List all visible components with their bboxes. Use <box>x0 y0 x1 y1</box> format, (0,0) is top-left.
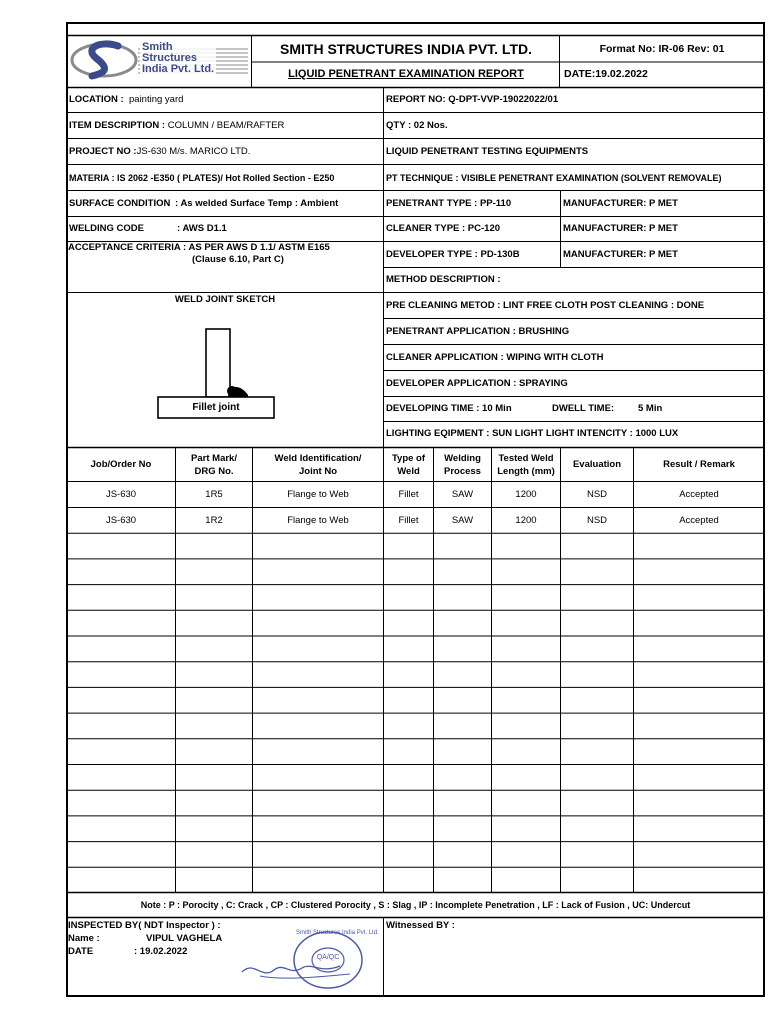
inspector-name: VIPUL VAGHELA <box>146 933 223 944</box>
logo-line-3: India Pvt. Ltd. <box>142 63 215 75</box>
location-value: painting yard <box>129 94 184 105</box>
name-label: Name : <box>68 933 100 944</box>
row-1-evaluation: NSD <box>586 488 608 500</box>
item-row <box>67 113 383 138</box>
penetrant-application: PENETRANT APPLICATION : BRUSHING <box>386 325 570 337</box>
company-stamp-icon <box>240 930 379 990</box>
defect-legend-note: Note : P : Porocity , C: Crack , CP : Clustered Porocity , S : Slag , IP : Incomplete Penetration , LF : Lack of Fusion , UC: Undercut <box>140 900 691 910</box>
inspected-by-label: INSPECTED BY( NDT Inspector ) : <box>68 920 221 931</box>
dwell-time-label: DWELL TIME: <box>552 403 615 414</box>
method-description: METHOD DESCRIPTION : <box>386 274 501 285</box>
project-label: PROJECT NO : <box>69 145 137 157</box>
inspection-date: : 19.02.2022 <box>134 946 188 957</box>
col-tested-length: Tested Weld Length (mm) <box>497 452 555 477</box>
col-result-remark: Result / Remark <box>663 459 735 470</box>
row-1-part: 1R5 <box>205 488 223 500</box>
col-type-of-weld: Type of Weld <box>391 452 426 477</box>
col-weld-identification: Weld Identification/ Joint No <box>274 452 362 477</box>
welding-code-row <box>67 217 383 241</box>
surface-label: SURFACE CONDITION <box>69 197 171 209</box>
developer-manufacturer: MANUFACTURER: P MET <box>563 248 678 260</box>
welding-code-value: : AWS D1.1 <box>177 223 227 234</box>
cleaner-manufacturer: MANUFACTURER: P MET <box>563 223 678 234</box>
developer-application: DEVELOPER APPLICATION : SPRAYING <box>386 377 568 389</box>
col-part-mark: Part Mark/ DRG No. <box>191 452 237 477</box>
report-no: REPORT NO: Q-DPT-VVP-19022022/01 <box>386 94 559 105</box>
row-2-result: Accepted <box>679 514 719 526</box>
report-date: DATE:19.02.2022 <box>564 68 648 80</box>
developing-time-row <box>384 397 764 421</box>
date-label: DATE <box>68 946 94 957</box>
dwell-time-value: 5 Min <box>638 403 663 414</box>
acceptance-line-1: ACCEPTANCE CRITERIA : AS PER AWS D 1.1/ ASTM E165 <box>68 242 330 253</box>
welding-code-label: WELDING CODE <box>69 223 144 234</box>
qty: QTY : 02 Nos. <box>386 119 448 131</box>
logo-line-2: Structures <box>142 52 198 64</box>
row-1-result: Accepted <box>679 488 719 500</box>
developing-time: DEVELOPING TIME : 10 Min <box>386 403 512 414</box>
location-label: LOCATION : <box>69 94 124 105</box>
item-value: COLUMN / BEAM/RAFTER <box>167 119 285 131</box>
acceptance-line-2: (Clause 6.10, Part C) <box>192 254 284 265</box>
pre-cleaning: PRE CLEANING METOD : LINT FREE CLOTH POST CLEANING : DONE <box>386 299 705 311</box>
company-name: SMITH STRUCTURES INDIA PVT. LTD. <box>280 41 532 57</box>
row-1-length: 1200 <box>515 488 537 500</box>
row-2-type: Fillet <box>398 514 419 526</box>
row-1-weld-id: Flange to Web <box>287 488 349 500</box>
penetrant-manufacturer: MANUFACTURER: P MET <box>563 197 678 209</box>
project-row <box>67 139 383 164</box>
project-value: JS-630 M/s. MARICO LTD. <box>136 145 251 157</box>
row-2-length: 1200 <box>515 514 537 526</box>
sketch-title: WELD JOINT SKETCH <box>174 294 276 305</box>
item-label: ITEM DESCRIPTION : <box>69 119 166 131</box>
row-2-part: 1R2 <box>205 514 223 526</box>
row-2-weld-id: Flange to Web <box>287 514 349 526</box>
col-welding-process: Welding Process <box>444 452 481 477</box>
format-no: Format No: IR-06 Rev: 01 <box>599 43 725 55</box>
surface-value: : As welded Surface Temp : Ambient <box>175 197 339 209</box>
witnessed-by-label: Witnessed BY : <box>386 920 455 931</box>
pt-technique: PT TECHNIQUE : VISIBLE PENETRANT EXAMINATION (SOLVENT REMOVALE) <box>386 172 722 183</box>
company-logo <box>70 38 250 84</box>
cleaner-application: CLEANER APPLICATION : WIPING WITH CLOTH <box>386 351 604 363</box>
fillet-joint-label: Fillet joint <box>192 402 240 413</box>
row-2-process: SAW <box>451 514 474 526</box>
col-job-order: Job/Order No <box>90 459 152 470</box>
col-evaluation: Evaluation <box>572 459 622 470</box>
lighting-equipment: LIGHTING EQIPMENT : SUN LIGHT LIGHT INTENCITY : 1000 LUX <box>386 428 679 439</box>
report-title: LIQUID PENETRANT EXAMINATION REPORT <box>288 68 524 80</box>
penetrant-type: PENETRANT TYPE : PP-110 <box>386 197 512 209</box>
stamp-center-text: QA/QC <box>316 954 340 961</box>
equipments-heading: LIQUID PENETRANT TESTING EQUIPMENTS <box>386 145 589 157</box>
developer-type: DEVELOPER TYPE : PD-130B <box>386 248 520 260</box>
cleaner-type: CLEANER TYPE : PC-120 <box>386 223 501 234</box>
logo-line-1: Smith <box>142 41 173 53</box>
stamp-arc-text: Smith Structures India Pvt. Ltd. <box>296 930 379 936</box>
row-1-job: JS-630 <box>105 488 137 500</box>
row-1-type: Fillet <box>398 488 419 500</box>
acceptance-row <box>68 242 382 292</box>
row-1-process: SAW <box>451 488 474 500</box>
qa-qc-stamp <box>240 930 379 990</box>
location-row <box>67 88 383 112</box>
material-row: MATERIA : IS 2062 -E350 ( PLATES)/ Hot Rolled Section - E250 <box>69 172 335 183</box>
row-2-evaluation: NSD <box>586 514 608 526</box>
surface-row <box>67 191 383 216</box>
row-2-job: JS-630 <box>105 514 137 526</box>
